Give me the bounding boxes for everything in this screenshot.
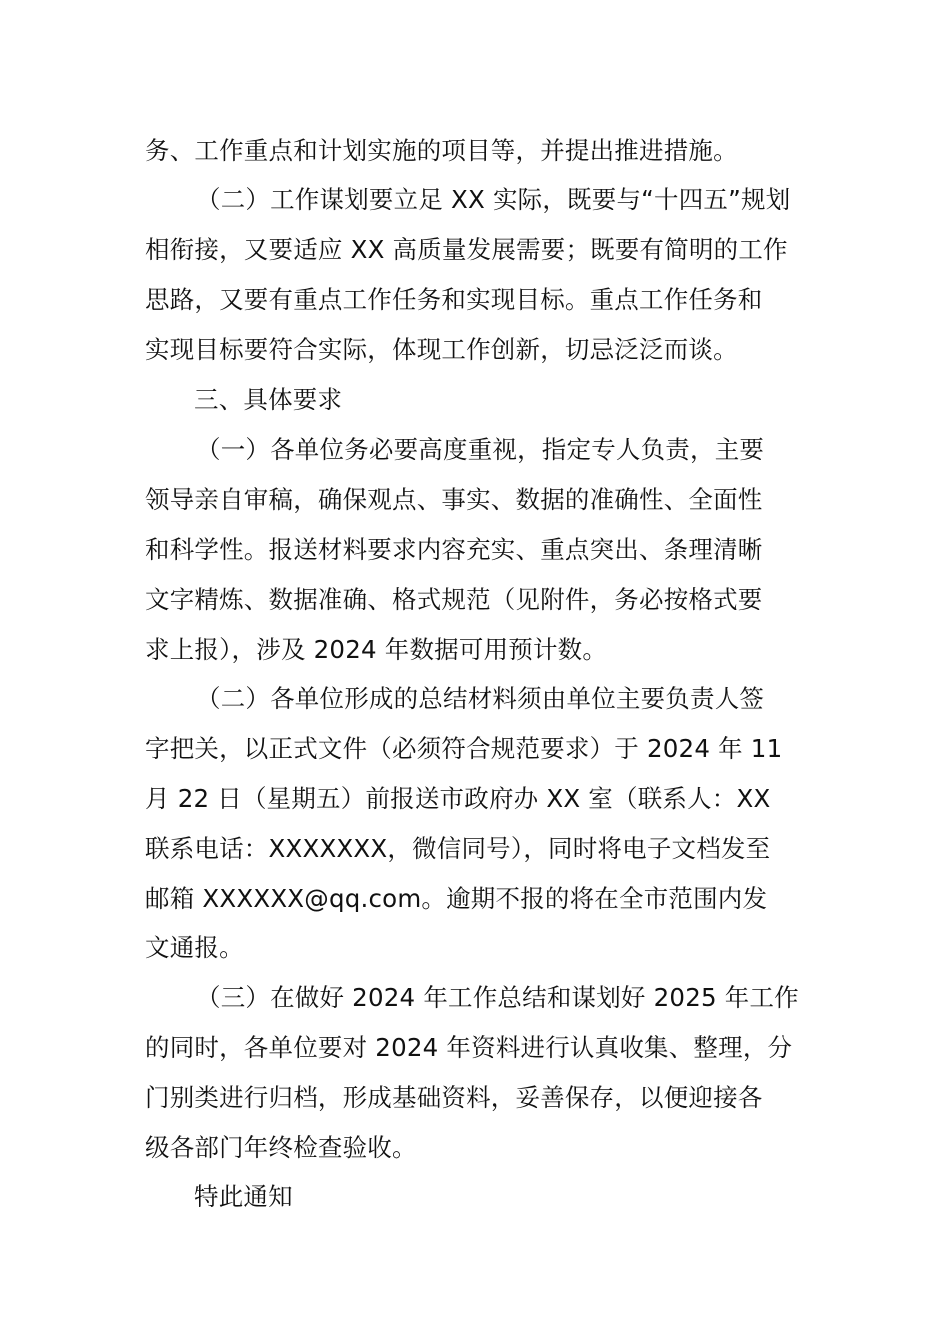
body-line: 相衔接，又要适应 XX 高质量发展需要；既要有简明的工作 — [145, 235, 788, 264]
body-line: 务、工作重点和计划实施的项目等，并提出推进措施。 — [145, 136, 738, 165]
body-line: 邮箱 XXXXXX@qq.com。逾期不报的将在全市范围内发 — [145, 884, 768, 913]
body-line: 字把关，以正式文件（必须符合规范要求）于 2024 年 11 — [145, 734, 783, 763]
paragraph-first-line: （三）在做好 2024 年工作总结和谋划好 2025 年工作 — [196, 983, 799, 1012]
paragraph-first-line: （二）工作谋划要立足 XX 实际，既要与“十四五”规划 — [196, 185, 791, 214]
body-line: 求上报），涉及 2024 年数据可用预计数。 — [145, 635, 608, 664]
closing-line: 特此通知 — [194, 1182, 293, 1211]
body-line: 和科学性。报送材料要求内容充实、重点突出、条理清晰 — [145, 535, 763, 564]
body-line: 文字精炼、数据准确、格式规范（见附件，务必按格式要 — [145, 585, 763, 614]
body-line: 思路，又要有重点工作任务和实现目标。重点工作任务和 — [145, 285, 763, 314]
body-line: 级各部门年终检查验收。 — [145, 1133, 417, 1162]
body-line: 联系电话：XXXXXXX，微信同号），同时将电子文档发至 — [145, 834, 771, 863]
paragraph-first-line: （一）各单位务必要高度重视，指定专人负责，主要 — [196, 435, 765, 464]
body-line: 的同时，各单位要对 2024 年资料进行认真收集、整理，分 — [145, 1033, 793, 1062]
body-line: 实现目标要符合实际，体现工作创新，切忌泛泛而谈。 — [145, 335, 738, 364]
body-line: 门别类进行归档，形成基础资料，妥善保存，以便迎接各 — [145, 1083, 763, 1112]
paragraph-first-line: （二）各单位形成的总结材料须由单位主要负责人签 — [196, 684, 765, 713]
section-heading: 三、具体要求 — [194, 385, 343, 414]
body-line: 领导亲自审稿，确保观点、事实、数据的准确性、全面性 — [145, 485, 763, 514]
body-line: 月 22 日（星期五）前报送市政府办 XX 室（联系人：XX — [145, 784, 771, 813]
body-line: 文通报。 — [145, 933, 244, 962]
